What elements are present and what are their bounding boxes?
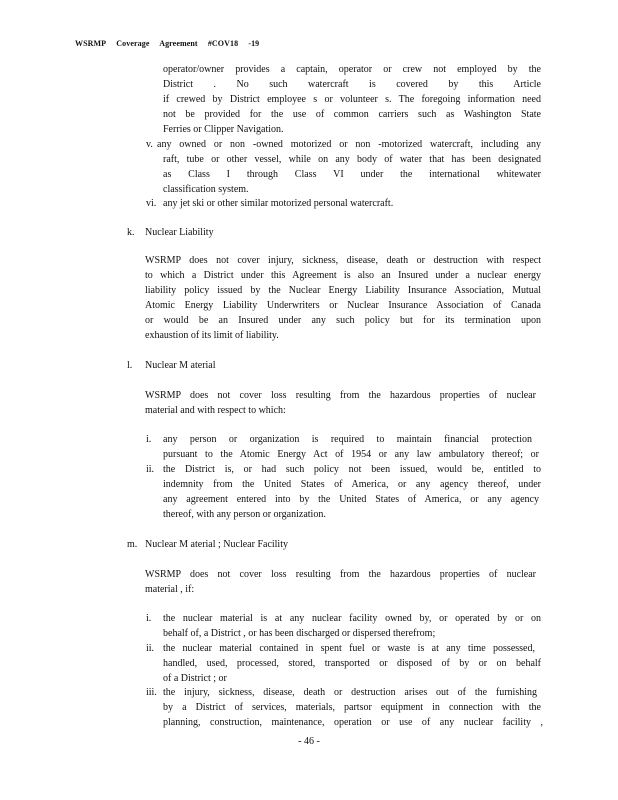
text-line: WSRMP does not cover injury, sickness, disease, death or destruction with respect — [145, 255, 541, 266]
text-line: as Class I through Class VI under the international whitewater — [163, 169, 541, 180]
section-m-heading — [127, 537, 288, 552]
text-line: any jet ski or other similar motorized personal watercraft. — [163, 198, 394, 209]
text-line: to which a District under this Agreement is also an Insured under a nuclear energy — [145, 270, 541, 281]
section-l-heading — [127, 358, 216, 373]
section-m-item-iii — [163, 685, 543, 730]
text-line: or would be an Insured under any such policy but for its termination upon — [145, 315, 541, 326]
section-marker: m. — [127, 539, 138, 550]
text-line: indemnity from the United States of America, or any agency thereof, under — [163, 479, 541, 490]
text-line: not be provided for the use of common carriers such as Washington State — [163, 109, 541, 120]
page-number: - 46 - — [298, 736, 320, 747]
section-k-paragraph — [145, 253, 541, 343]
header-org: WSRMP — [75, 39, 107, 48]
text-line: pursuant to the Atomic Energy Act of 1954 or any law ambulatory thereof; or — [163, 449, 539, 460]
header-code: #COV18 — [207, 39, 239, 48]
text-line: by a District of services, materials, partsor equipment in connection with the — [163, 702, 541, 713]
text-line: the nuclear material is at any nuclear facility owned by, or operated by or on — [163, 613, 541, 624]
text-line: any agreement entered into by the United States of America, or any agency — [163, 494, 539, 505]
text-line: Ferries or Clipper Navigation. — [163, 124, 284, 135]
header-suffix: -19 — [248, 39, 260, 48]
text-line: material , if: — [145, 584, 195, 595]
section-m-item-ii — [163, 641, 541, 686]
section-m-item-i — [163, 611, 541, 641]
list-marker-vi: vi. — [146, 198, 157, 209]
list-marker-i: i. — [146, 434, 152, 445]
text-line: behalf of, a District , or has been discharged or dispersed therefrom; — [163, 628, 436, 639]
text-line: exhaustion of its limit of liability. — [145, 330, 279, 341]
text-line: the injury, sickness, disease, death or destruction arises out of the furnishing — [163, 687, 537, 698]
text-line: WSRMP does not cover loss resulting from the hazardous properties of nuclear — [145, 390, 536, 401]
section-m-intro — [145, 567, 536, 597]
list-marker-ii: ii. — [146, 464, 155, 475]
section-title: Nuclear M aterial ; Nuclear Facility — [145, 539, 288, 550]
text-line: any owned or non -owned motorized or non -motorized watercraft, including any — [157, 139, 541, 150]
section-marker: k. — [127, 227, 135, 238]
section-title: Nuclear Liability — [145, 227, 214, 238]
text-line: material and with respect to which: — [145, 405, 286, 416]
list-marker-v: v. — [146, 139, 153, 150]
page-header — [75, 36, 267, 51]
header-type: Agreement — [159, 39, 198, 48]
list-marker-i: i. — [146, 613, 152, 624]
item-vi — [163, 196, 541, 211]
text-line: planning, construction, maintenance, operation or use of any nuclear facility , — [163, 717, 543, 728]
list-marker-ii: ii. — [146, 643, 155, 654]
text-line: Atomic Energy Liability Underwriters or Nuclear Insurance Association of Canada — [145, 300, 541, 311]
text-line: the nuclear material contained in spent fuel or waste is at any time possessed, — [163, 643, 535, 654]
text-line: thereof, with any person or organization. — [163, 509, 326, 520]
text-line: of a District ; or — [163, 673, 227, 684]
text-line: WSRMP does not cover loss resulting from the hazardous properties of nuclear — [145, 569, 536, 580]
text-line: classification system. — [163, 184, 249, 195]
text-line: if crewed by District employee s or volunteer s. The foregoing information need — [163, 94, 541, 105]
section-marker: l. — [127, 360, 133, 371]
text-line: raft, tube or other vessel, while on any body of water that has been designated — [163, 154, 541, 165]
text-line: operator/owner provides a captain, operator or crew not employed by the — [163, 64, 541, 75]
text-line: liability policy issued by the Nuclear Energy Liability Insurance Association, Mutual — [145, 285, 541, 296]
text-line: any person or organization is required to maintain financial protection — [163, 434, 532, 445]
section-k-heading — [127, 225, 214, 240]
section-l-item-i — [163, 432, 539, 462]
section-l-item-ii — [163, 462, 541, 522]
section-l-intro — [145, 388, 536, 418]
item-v-continuation — [163, 152, 541, 197]
text-line: District . No such watercraft is covered by this Article — [163, 79, 541, 90]
text-line: the District is, or had such policy not been issued, would be, entitled to — [163, 464, 541, 475]
header-doc: Coverage — [116, 39, 150, 48]
item-v — [157, 137, 541, 152]
item-iv-continuation — [163, 62, 541, 137]
list-marker-iii: iii. — [146, 687, 157, 698]
section-title: Nuclear M aterial — [145, 360, 216, 371]
text-line: handled, used, processed, stored, transported or disposed of by or on behalf — [163, 658, 541, 669]
